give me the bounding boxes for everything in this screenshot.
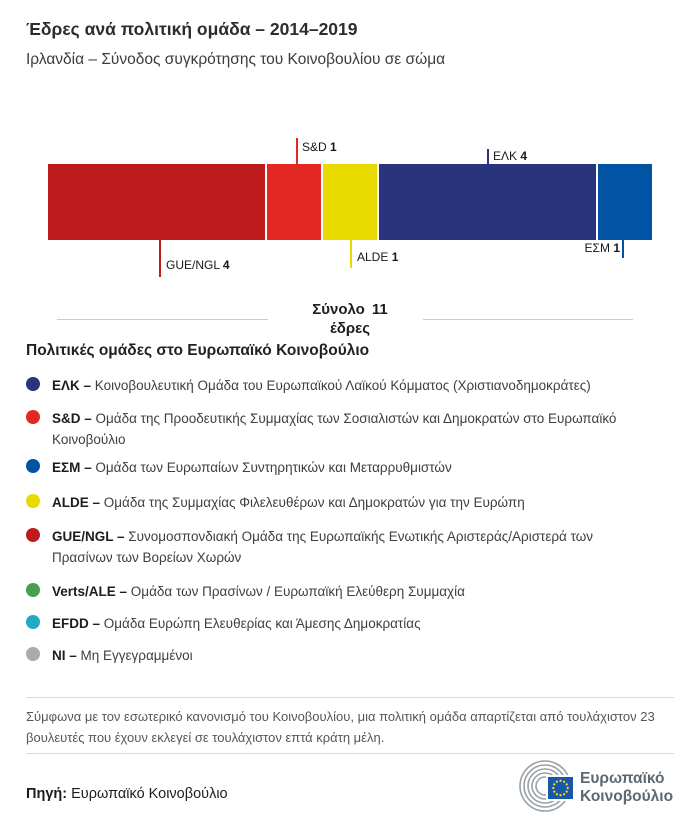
legend-item-verts-ale xyxy=(26,581,654,602)
legend-dot-verts-ale xyxy=(26,583,40,597)
legend-item-alde xyxy=(26,492,654,513)
source-value: Ευρωπαϊκό Κοινοβούλιο xyxy=(67,786,228,802)
logo-text-line1: Ευρωπαϊκό xyxy=(580,770,665,787)
callout-tick-elk xyxy=(487,149,489,164)
legend-dot-efdd xyxy=(26,615,40,629)
bar-segment-alde xyxy=(323,164,377,240)
legend-code-verts-ale: Verts/ALE – xyxy=(52,584,131,599)
legend-dot-alde xyxy=(26,494,40,508)
bar-segment-elk xyxy=(379,164,596,240)
seats-stacked-bar xyxy=(48,164,652,240)
legend-description-gue-ngl: Συνομοσπονδιακή Ομάδα της Ευρωπαϊκής Ενωτικής Αριστεράς/Αριστερά των Πρασίνων των Βορείων Χωρών xyxy=(52,529,594,565)
legend-code-alde: ALDE – xyxy=(52,495,104,510)
bar-segment-sd xyxy=(267,164,321,240)
page-title: Έδρες ανά πολιτική ομάδα – 2014–2019 xyxy=(26,19,358,39)
legend-code-gue-ngl: GUE/NGL – xyxy=(52,529,129,544)
legend-description-verts-ale: Ομάδα των Πρασίνων / Ευρωπαϊκή Ελεύθερη Συμμαχία xyxy=(130,584,465,599)
callout-label-sd: S&D 1 xyxy=(302,140,337,154)
legend-dot-sd xyxy=(26,410,40,424)
bar-segment-esm xyxy=(598,164,652,240)
legend-description-efdd: Ομάδα Ευρώπη Ελευθερίας και Άμεσης Δημοκρατίας xyxy=(103,616,421,631)
total-seats-unit: έδρες xyxy=(329,320,371,337)
footer-divider-top xyxy=(26,697,674,698)
footnote-text: Σύμφωνα με τον εσωτερικό κανονισμό του Κοινοβουλίου, μια πολιτική ομάδα απαρτίζεται από τουλάχιστον 23 βουλευτές που έχουν εκλεγεί σε τουλάχιστον επτά κράτη μέλη. xyxy=(26,709,655,745)
total-seats-label xyxy=(0,301,700,318)
legend-description-esm: Ομάδα των Ευρωπαίων Συντηρητικών και Μεταρρυθμιστών xyxy=(95,460,452,475)
legend-dot-elk xyxy=(26,377,40,391)
legend-dot-ni xyxy=(26,647,40,661)
legend-item-gue-ngl xyxy=(26,526,654,568)
page-subtitle: Ιρλανδία – Σύνοδος συγκρότησης του Κοινοβουλίου σε σώμα xyxy=(26,51,446,68)
legend-item-efdd xyxy=(26,613,654,634)
source-label: Πηγή: xyxy=(26,786,68,802)
legend-dot-esm xyxy=(26,459,40,473)
ep-hemicycle-icon xyxy=(512,757,684,815)
legend-code-sd: S&D – xyxy=(52,411,96,426)
bar-segment-gue-ngl xyxy=(48,164,265,240)
legend-description-elk: Κοινοβουλευτική Ομάδα του Ευρωπαϊκού Λαϊκού Κόμματος (Χριστιανοδημοκράτες) xyxy=(94,378,591,393)
legend-item-ni xyxy=(26,645,654,666)
eu-flag-icon xyxy=(547,776,574,800)
callout-tick-esm xyxy=(622,240,624,258)
source-line xyxy=(26,786,228,802)
legend-dot-gue-ngl xyxy=(26,528,40,542)
legend-description-sd: Ομάδα της Προοδευτικής Συμμαχίας των Σοσιαλιστών και Δημοκρατών στο Ευρωπαϊκό Κοινοβούλιο xyxy=(52,411,617,447)
legend-item-esm xyxy=(26,457,654,478)
callout-label-esm: ΕΣΜ 1 xyxy=(584,241,620,255)
legend-description-alde: Ομάδα της Συμμαχίας Φιλελευθέρων και Δημοκρατών για την Ευρώπη xyxy=(103,495,525,510)
callout-label-elk: ΕΛΚ 4 xyxy=(493,149,528,163)
legend-code-ni: NI – xyxy=(52,648,81,663)
legend-heading: Πολιτικές ομάδες στο Ευρωπαϊκό Κοινοβούλιο xyxy=(26,342,370,359)
callout-label-gue-ngl: GUE/NGL 4 xyxy=(166,258,230,272)
legend-code-elk: ΕΛΚ – xyxy=(52,378,95,393)
logo-text-line2: Κοινοβούλιο xyxy=(580,788,674,805)
legend-item-sd xyxy=(26,408,654,450)
callout-tick-alde xyxy=(350,240,352,268)
total-value: 11 xyxy=(371,301,388,318)
legend-item-elk xyxy=(26,375,654,396)
callout-label-alde: ALDE 1 xyxy=(357,250,399,264)
footer-divider-bottom xyxy=(26,753,674,754)
legend-code-esm: ΕΣΜ – xyxy=(52,460,96,475)
callout-tick-sd xyxy=(296,138,298,164)
total-word: Σύνολο xyxy=(312,301,365,318)
european-parliament-logo xyxy=(512,757,684,820)
callout-tick-gue-ngl xyxy=(159,240,161,277)
legend-code-efdd: EFDD – xyxy=(52,616,104,631)
legend-description-ni: Μη Εγγεγραμμένοι xyxy=(80,648,193,663)
